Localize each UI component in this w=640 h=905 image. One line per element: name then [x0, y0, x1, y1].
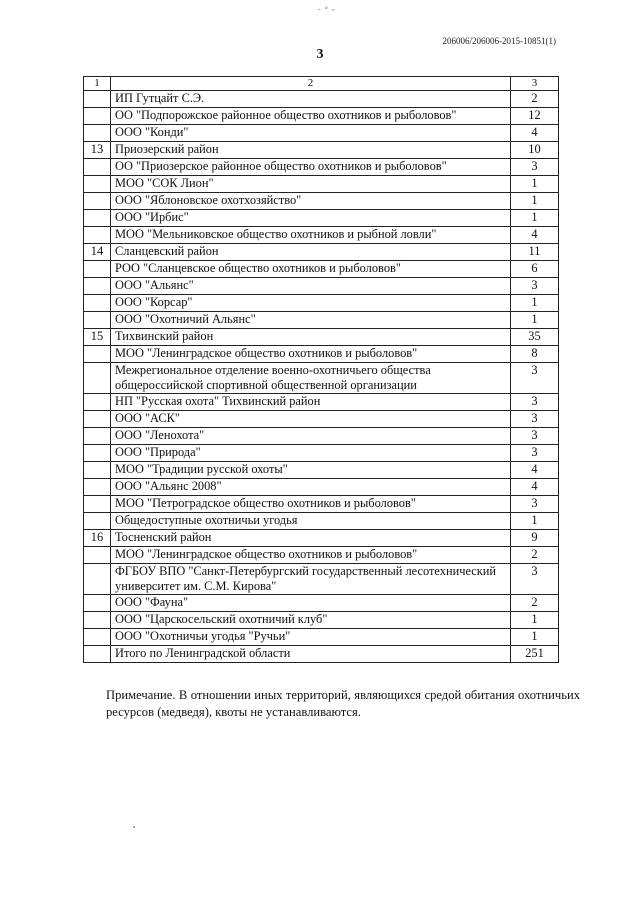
- row-number: [84, 547, 111, 564]
- row-quota: 3: [511, 363, 559, 394]
- row-name: ИП Гутцайт С.Э.: [111, 91, 511, 108]
- header-col-quota: 3: [511, 77, 559, 91]
- row-name: МОО "Мельниковское общество охотников и рыбной ловли": [111, 227, 511, 244]
- footnote: Примечание. В отношении иных территорий, являющихся средой обитания охотничьих ресурсов (медведя), квоты не устанавливаются.: [106, 688, 580, 719]
- table-row: [84, 210, 559, 227]
- row-name: Тосненский район: [111, 530, 511, 547]
- table-row: [84, 193, 559, 210]
- table-row: [84, 125, 559, 142]
- row-name: ООО "Ленохота": [111, 428, 511, 445]
- row-number: [84, 227, 111, 244]
- row-quota: 3: [511, 394, 559, 411]
- row-number: [84, 159, 111, 176]
- scan-speck: [133, 826, 135, 828]
- row-quota: 4: [511, 125, 559, 142]
- row-quota: 3: [511, 159, 559, 176]
- row-name: Тихвинский район: [111, 329, 511, 346]
- table-row: [84, 108, 559, 125]
- row-name: ООО "Природа": [111, 445, 511, 462]
- row-quota: 1: [511, 513, 559, 530]
- row-name: МОО "Традиции русской охоты": [111, 462, 511, 479]
- row-number: 13: [84, 142, 111, 159]
- table-row: [84, 261, 559, 278]
- row-name: ОО "Подпорожское районное общество охотников и рыболовов": [111, 108, 511, 125]
- row-number: [84, 278, 111, 295]
- row-name: ОО "Приозерское районное общество охотников и рыболовов": [111, 159, 511, 176]
- table-row: [84, 176, 559, 193]
- row-quota: 3: [511, 411, 559, 428]
- row-number: [84, 295, 111, 312]
- row-name: ООО "Корсар": [111, 295, 511, 312]
- row-name: НП "Русская охота" Тихвинский район: [111, 394, 511, 411]
- table-row: [84, 445, 559, 462]
- row-name: Сланцевский район: [111, 244, 511, 261]
- row-name: МОО "Ленинградское общество охотников и рыболовов": [111, 547, 511, 564]
- row-name: ООО "Охотничий Альянс": [111, 312, 511, 329]
- row-number: [84, 595, 111, 612]
- row-name: ООО "Охотничьи угодья "Ручьи": [111, 629, 511, 646]
- table-header-row: [84, 77, 559, 91]
- table-row: [84, 479, 559, 496]
- row-number: [84, 346, 111, 363]
- table-row: [84, 346, 559, 363]
- table-row: [84, 612, 559, 629]
- table-row: [84, 278, 559, 295]
- row-name: ООО "Альянс 2008": [111, 479, 511, 496]
- table-row: [84, 159, 559, 176]
- row-quota: 2: [511, 547, 559, 564]
- table-row: [84, 629, 559, 646]
- row-number: [84, 176, 111, 193]
- row-quota: 3: [511, 564, 559, 595]
- row-name: ООО "Ирбис": [111, 210, 511, 227]
- row-quota: 6: [511, 261, 559, 278]
- row-quota: 1: [511, 629, 559, 646]
- row-name: МОО "Петроградское общество охотников и рыболовов": [111, 496, 511, 513]
- table-row: [84, 227, 559, 244]
- row-number: [84, 193, 111, 210]
- quota-table: [83, 76, 559, 663]
- row-quota: 2: [511, 595, 559, 612]
- row-number: [84, 612, 111, 629]
- row-name: МОО "СОК Лион": [111, 176, 511, 193]
- table-row: [84, 496, 559, 513]
- row-number: [84, 479, 111, 496]
- row-quota: 1: [511, 176, 559, 193]
- row-quota: 251: [511, 646, 559, 663]
- row-quota: 12: [511, 108, 559, 125]
- table-row: [84, 595, 559, 612]
- table-row: [84, 530, 559, 547]
- row-name: ООО "Царскосельский охотничий клуб": [111, 612, 511, 629]
- table-row: [84, 462, 559, 479]
- row-name: Итого по Ленинградской области: [111, 646, 511, 663]
- row-quota: 2: [511, 91, 559, 108]
- row-quota: 8: [511, 346, 559, 363]
- row-quota: 4: [511, 462, 559, 479]
- row-number: [84, 125, 111, 142]
- row-number: [84, 363, 111, 394]
- row-number: [84, 210, 111, 227]
- row-number: 14: [84, 244, 111, 261]
- table-row: [84, 363, 559, 394]
- page-number: 3: [316, 47, 324, 62]
- row-quota: 3: [511, 496, 559, 513]
- row-number: [84, 629, 111, 646]
- table-row: [84, 513, 559, 530]
- row-number: [84, 445, 111, 462]
- table-row: [84, 428, 559, 445]
- row-quota: 4: [511, 479, 559, 496]
- table-row: [84, 244, 559, 261]
- header-col-number: 1: [84, 77, 111, 91]
- header-col-name: 2: [111, 77, 511, 91]
- row-name: ООО "Фауна": [111, 595, 511, 612]
- row-name: Межрегиональное отделение военно-охотничьего общества общероссийской спортивной общественной организации: [111, 363, 511, 394]
- row-name: МОО "Ленинградское общество охотников и рыболовов": [111, 346, 511, 363]
- row-quota: 9: [511, 530, 559, 547]
- page-mark: - ° -: [318, 5, 336, 14]
- row-number: [84, 108, 111, 125]
- row-quota: 1: [511, 193, 559, 210]
- table-row: [84, 142, 559, 159]
- row-name: ООО "АСК": [111, 411, 511, 428]
- table-row: [84, 564, 559, 595]
- table-row: [84, 394, 559, 411]
- row-name: ООО "Яблоновское охотхозяйство": [111, 193, 511, 210]
- row-name: Общедоступные охотничьи угодья: [111, 513, 511, 530]
- row-number: [84, 646, 111, 663]
- row-number: [84, 513, 111, 530]
- row-quota: 35: [511, 329, 559, 346]
- row-name: Приозерский район: [111, 142, 511, 159]
- row-number: [84, 261, 111, 278]
- quota-table-body: [84, 77, 559, 663]
- table-row: [84, 411, 559, 428]
- table-row: [84, 646, 559, 663]
- row-number: [84, 462, 111, 479]
- row-number: [84, 91, 111, 108]
- row-quota: 1: [511, 312, 559, 329]
- row-quota: 3: [511, 428, 559, 445]
- table-row: [84, 312, 559, 329]
- document-id: 206006/206006-2015-10851(1): [442, 36, 556, 46]
- row-quota: 10: [511, 142, 559, 159]
- row-number: [84, 411, 111, 428]
- row-number: [84, 394, 111, 411]
- row-quota: 11: [511, 244, 559, 261]
- row-name: ООО "Альянс": [111, 278, 511, 295]
- row-name: ООО "Конди": [111, 125, 511, 142]
- row-name: РОО "Сланцевское общество охотников и рыболовов": [111, 261, 511, 278]
- row-quota: 1: [511, 210, 559, 227]
- row-quota: 4: [511, 227, 559, 244]
- row-quota: 3: [511, 445, 559, 462]
- row-number: 16: [84, 530, 111, 547]
- row-quota: 1: [511, 612, 559, 629]
- row-number: [84, 428, 111, 445]
- table-row: [84, 329, 559, 346]
- table-row: [84, 547, 559, 564]
- row-quota: 3: [511, 278, 559, 295]
- row-name: ФГБОУ ВПО "Санкт-Петербургский государственный лесотехнический университет им. С.М. Кирова": [111, 564, 511, 595]
- table-row: [84, 295, 559, 312]
- row-number: 15: [84, 329, 111, 346]
- row-quota: 1: [511, 295, 559, 312]
- row-number: [84, 496, 111, 513]
- row-number: [84, 564, 111, 595]
- row-number: [84, 312, 111, 329]
- table-row: [84, 91, 559, 108]
